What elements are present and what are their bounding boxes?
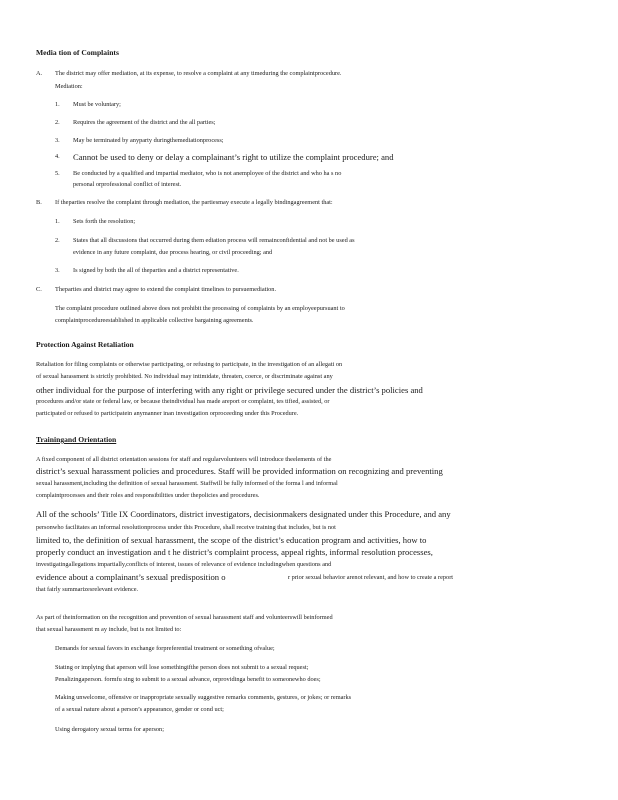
section-c-line: The complaint procedure outlined above does not prohibit the processing of complaints by an employeepursuant to: [55, 305, 345, 312]
list-item: Cannot be used to deny or delay a complainant’s right to utilize the complaint procedure; and: [73, 152, 394, 162]
heading-mediation: Media tion of Complaints: [36, 48, 119, 57]
paragraph-line: complaintprocesses and their roles and responsibilities under thepolicies and procedures.: [36, 492, 260, 499]
list-item: Sets forth the resolution;: [73, 218, 136, 225]
section-b-line: If theparties resolve the complaint through mediation, the partiesmay execute a legally bindingagreement that:: [55, 199, 333, 206]
paragraph-line: properly conduct an investigation and t he district’s complaint process, appeal rights, informal resolution processes,: [36, 547, 433, 557]
list-number: 1.: [55, 101, 60, 108]
list-number: 2.: [55, 237, 60, 244]
paragraph-line: that sexual harassment m ay include, but is not limited to:: [36, 626, 182, 633]
section-a-marker: A.: [36, 70, 43, 77]
bullet-item: Demands for sexual favors in exchange forpreferential treatment or something ofvalue;: [55, 645, 275, 652]
paragraph-line: of sexual harassment is strictly prohibited. No individual may intimidate, threaten, coerce, or discriminate against any: [36, 373, 333, 380]
paragraph-line: As part of theinformation on the recognition and prevention of sexual harassment staff and volunteerswill beinformed: [36, 614, 333, 621]
list-number: 5.: [55, 170, 60, 177]
list-number: 1.: [55, 218, 60, 225]
list-item: Be conducted by a qualified and impartial mediator, who is not anemployee of the district and who ha s no: [73, 170, 342, 177]
list-number: 3.: [55, 137, 60, 144]
section-c-line: complaintprocedureestablished in applicable collective bargaining agreements.: [55, 317, 254, 324]
list-item: personal orprofessional conflict of interest.: [73, 181, 182, 188]
bullet-item: Penalizingaperson. formfu sing to submit to a sexual advance, orprovidinga benefit to someonewho does;: [55, 676, 321, 683]
paragraph-line: sexual harassment,including the definition of sexual harassment. Staffwill be fully informed of the forma l and informal: [36, 480, 338, 487]
list-item: Is signed by both the all of theparties and a district representative.: [73, 267, 239, 274]
paragraph-line: district’s sexual harassment policies and procedures. Staff will be provided information on recognizing and preventing: [36, 466, 443, 476]
heading-training: Trainingand Orientation: [36, 435, 117, 444]
paragraph-line: that fairly summarizesrelevant evidence.: [36, 586, 139, 593]
paragraph-line: r prior sexual behavior arenot relevant, and how to create a report: [288, 574, 454, 581]
bullet-item: Stating or implying that aperson will lose somethingifthe person does not submit to a sexual request;: [55, 664, 309, 671]
paragraph-line: other individual for the purpose of interfering with any right or privilege secured under the district’s policies and: [36, 385, 423, 395]
paragraph-line: limited to, the definition of sexual harassment, the scope of the district’s education program and activities, how to: [36, 535, 427, 545]
paragraph-line: A fixed component of all district orientation sessions for staff and regularvolunteers will introduce theelements of the: [36, 456, 332, 463]
bullet-item: Using derogatory sexual terms for aperson;: [55, 726, 164, 733]
bullet-item: Making unwelcome, offensive or inappropriate sexually suggestive remarks comments, gestures, or jokes; or remarks: [55, 694, 352, 701]
list-number: 3.: [55, 267, 60, 274]
list-item: Requires the agreement of the district and the all parties;: [73, 119, 216, 126]
paragraph-line: evidence about a complainant’s sexual predisposition o: [36, 572, 226, 582]
list-number: 4.: [55, 153, 60, 160]
list-item: Must be voluntary;: [73, 101, 121, 108]
paragraph-line: investigatingallegations impartially,conflicts of interest, issues of relevance of evidence includingwhen questions and: [36, 561, 332, 568]
paragraph-line: participated or refused to participatein anymanner inan investigation orproceeding under this Procedure.: [36, 410, 299, 417]
section-c-marker: C.: [36, 286, 42, 293]
list-item: States that all discussions that occurred during them ediation process will remainconfidential and not be used as: [73, 237, 355, 244]
list-item: May be terminated by anyparty duringthemediationprocess;: [73, 137, 224, 144]
section-a-line: Mediation:: [55, 83, 83, 90]
paragraph-line: Retaliation for filing complaints or otherwise participating, or refusing to participate, in the investigation of an allegati on: [36, 361, 343, 368]
bullet-item: of a sexual nature about a person’s appearance, gender or cond uct;: [55, 706, 224, 713]
section-b-marker: B.: [36, 199, 42, 206]
section-a-line: The district may offer mediation, at its expense, to resolve a complaint at any timeduring the complaintprocedure.: [55, 70, 342, 77]
list-number: 2.: [55, 119, 60, 126]
paragraph-line: personwho facilitates an informal resolutionprocess under this Procedure, shall receive training that includes, but is not: [36, 524, 336, 531]
paragraph-line: All of the schools’ Title IX Coordinators, district investigators, decisionmakers designated under this Procedure, and any: [36, 509, 451, 519]
section-c-line: Theparties and district may agree to extend the complaint timelines to pursuemediation.: [55, 286, 277, 293]
paragraph-line: procedures and/or state or federal law, or because theindividual has made areport or complaint, tes tified, assisted, or: [36, 398, 330, 405]
heading-retaliation: Protection Against Retaliation: [36, 340, 134, 349]
list-item: evidence in any future complaint, due process hearing, or civil proceeding; and: [73, 249, 273, 256]
